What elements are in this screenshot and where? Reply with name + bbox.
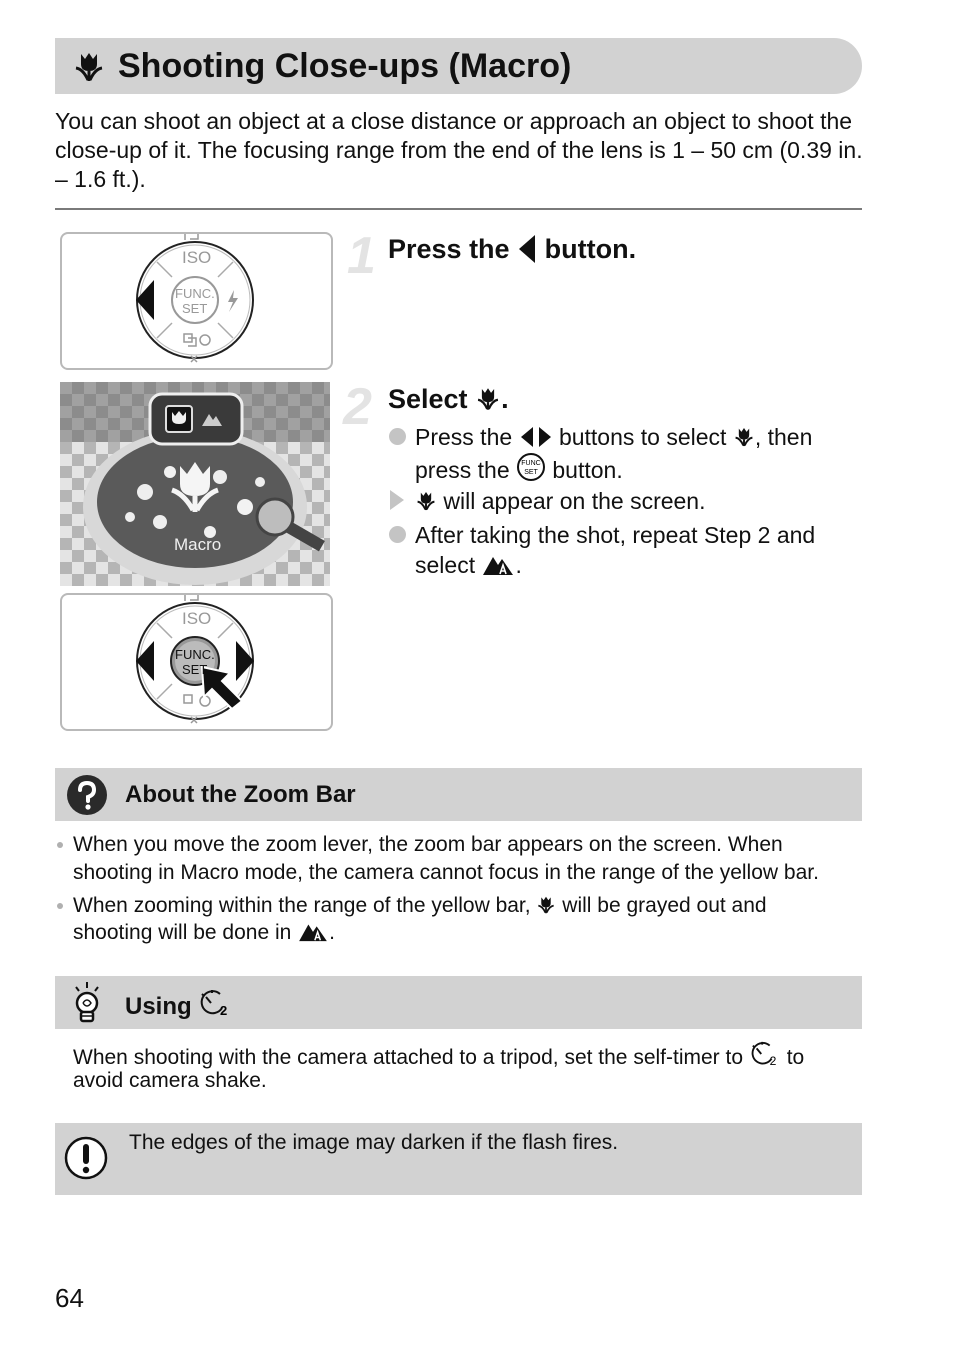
- macro-flower-icon: [733, 425, 755, 449]
- zoom-note-item-1-line-1: When you move the zoom lever, the zoom bar appears on the screen. When: [73, 833, 783, 856]
- svg-text:2: 2: [769, 1054, 777, 1068]
- note-text: shooting will be done in: [73, 921, 292, 944]
- caution-text: The edges of the image may darken if the flash fires.: [129, 1131, 619, 1154]
- zoom-note-item-2-line-1: [73, 892, 767, 920]
- macro-flower-icon: [72, 50, 106, 84]
- bullet-text: , then: [754, 424, 813, 450]
- bullet-text: button.: [552, 457, 623, 483]
- bullet-text: press the: [415, 457, 510, 483]
- func-set-button-icon: [516, 452, 546, 482]
- zoom-note-title: About the Zoom Bar: [125, 781, 356, 808]
- self-timer-2s-icon: [198, 988, 232, 1018]
- step-2-title-prefix: Select: [388, 383, 468, 414]
- step-1-number: 1: [347, 227, 376, 285]
- bullet-dot: [389, 526, 406, 543]
- tip-title-text: Using: [125, 993, 192, 1020]
- tip-title: [125, 988, 232, 1022]
- note-text: will be grayed out and: [562, 894, 767, 917]
- iso-label-2: ISO: [182, 609, 212, 628]
- result-arrow-bullet: [390, 490, 404, 510]
- auto-mode-icon: [297, 919, 329, 943]
- func-label-2: FUNC.: [175, 647, 215, 662]
- zoom-note-item-1-line-2: shooting in Macro mode, the camera cannot focus in the range of the yellow bar.: [73, 861, 819, 884]
- macro-flower-icon: [415, 489, 437, 513]
- control-dial-panel-1: [60, 232, 333, 370]
- bullet-dot: [389, 428, 406, 445]
- question-icon: [66, 774, 108, 816]
- tip-text: When shooting with the camera attached to a tripod, set the self-timer to: [73, 1046, 744, 1069]
- step-2-bullet-2: [415, 486, 706, 516]
- bullet-text: buttons to select: [558, 424, 727, 450]
- step-2-bullet-3-line-2: [415, 550, 522, 580]
- page-number: 64: [55, 1283, 84, 1313]
- bullet-text: .: [515, 552, 522, 578]
- pizza-photo-illustration: [60, 382, 330, 586]
- divider: [55, 208, 862, 210]
- left-right-arrows-icon: [519, 425, 553, 449]
- self-timer-2s-icon: [749, 1040, 781, 1068]
- svg-text:FUNC: FUNC: [521, 460, 541, 467]
- left-arrow-icon: [517, 234, 537, 264]
- svg-text:SET: SET: [524, 469, 538, 476]
- bullet-text: Press the: [415, 424, 513, 450]
- step-2-title: [388, 381, 509, 415]
- note-bullet: [57, 903, 63, 909]
- macro-flower-icon: [475, 385, 501, 413]
- note-text: .: [329, 921, 336, 944]
- macro-mode-label: Macro: [174, 535, 222, 554]
- camera-screen-photo: [60, 382, 330, 586]
- lightbulb-icon: [70, 981, 104, 1025]
- tip-text: to: [786, 1046, 805, 1069]
- control-dial-panel-2: [60, 593, 333, 731]
- macro-flower-icon: [536, 894, 556, 916]
- step-2-number: 2: [343, 378, 372, 436]
- func-label: FUNC.: [175, 286, 215, 301]
- tip-text-line-2: avoid camera shake.: [73, 1069, 267, 1092]
- bullet-text: will appear on the screen.: [443, 488, 706, 514]
- page-title: Shooting Close-ups (Macro): [118, 47, 572, 85]
- step-2-bullet-3-line-1: After taking the shot, repeat Step 2 and: [415, 522, 816, 548]
- svg-text:2: 2: [220, 1003, 228, 1018]
- auto-mode-icon: [481, 551, 515, 577]
- iso-label: ISO: [182, 248, 212, 267]
- bullet-text: select: [415, 552, 476, 578]
- zoom-note-item-2-line-2: [73, 919, 335, 947]
- intro-paragraph: You can shoot an object at a close distance or approach an object to shoot the close-up of it. The focusing range from the end of the lens is 1 – 50 cm (0.39 in. – 1.6 ft.).: [55, 108, 863, 192]
- note-text: When zooming within the range of the yellow bar,: [73, 894, 531, 917]
- step-1-title: [388, 231, 636, 265]
- step-1-title-prefix: Press the: [388, 233, 510, 264]
- step-1-title-suffix: button.: [544, 233, 637, 264]
- exclamation-icon: [64, 1136, 108, 1180]
- set-label-2: SET: [182, 662, 208, 677]
- step-2-bullet-1-line-1: [415, 422, 812, 452]
- step-2-bullet-1-line-2: [415, 452, 623, 485]
- note-bullet: [57, 842, 63, 848]
- set-label: SET: [182, 301, 208, 316]
- step-2-title-suffix: .: [501, 383, 509, 414]
